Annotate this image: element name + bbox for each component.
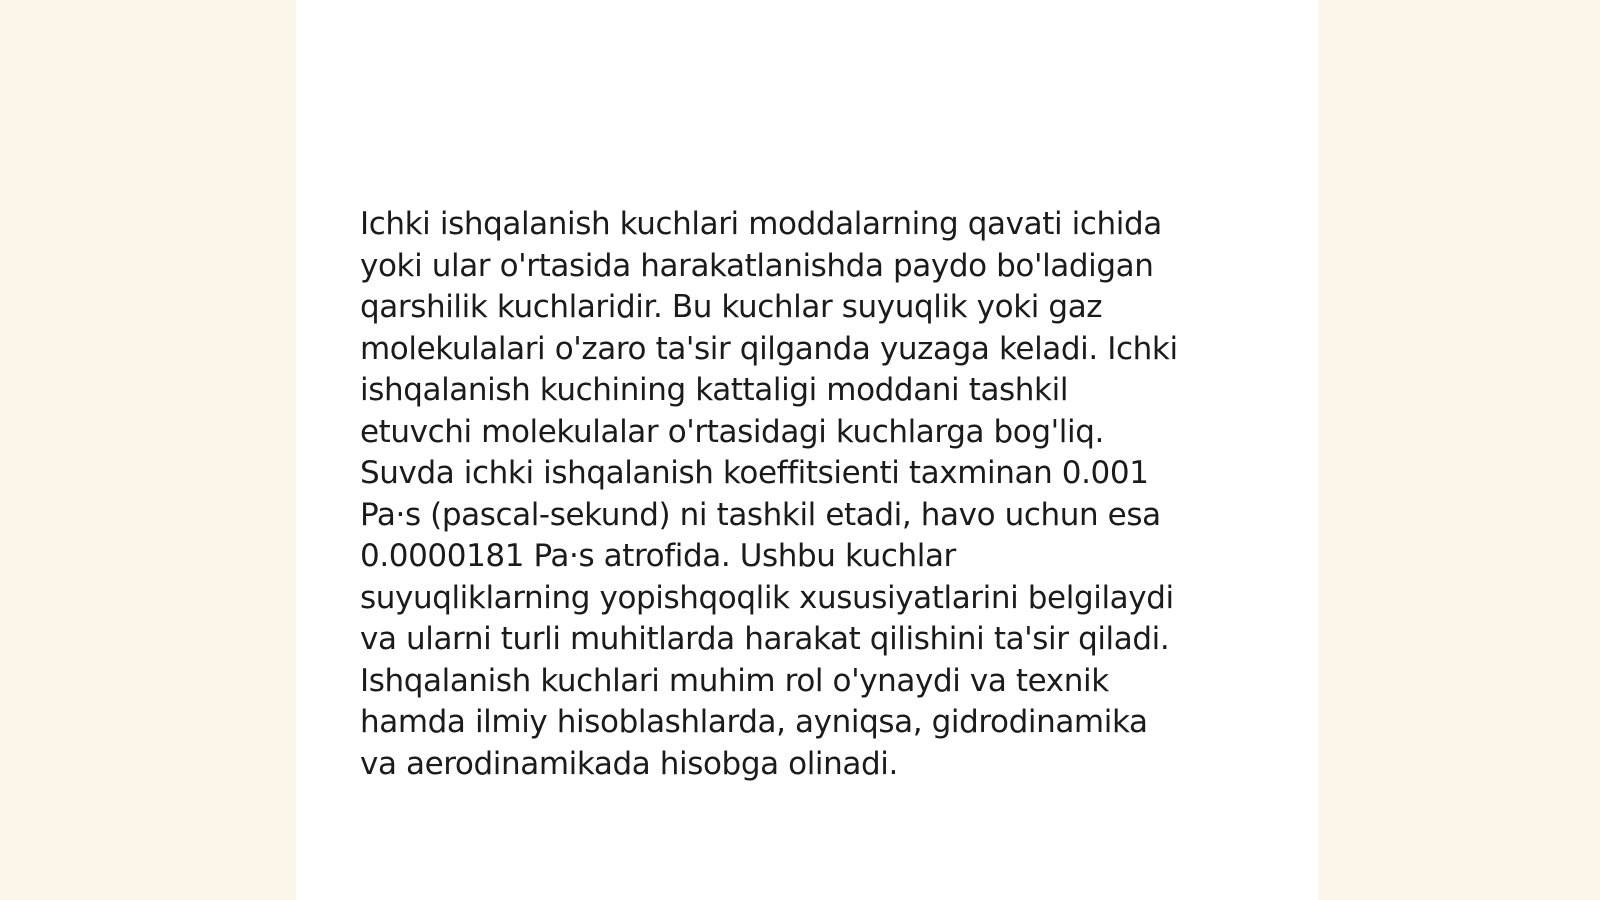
body-paragraph: Ichki ishqalanish kuchlari moddalarning qavati ichida yoki ular o'rtasida harakatlanishda paydo bo'ladigan qarshilik kuchlaridir. Bu kuchlar suyuqlik yoki gaz molekulalari o'zaro ta'sir qilganda yuzaga keladi. Ichki ishqalanish kuchining kattaligi moddani tashkil etuvchi molekulalar o'rtasidagi kuchlarga bog'liq. Suvda ichki ishqalanish koeffitsienti taxminan 0.001 Pa·s (pascal-sekund) ni tashkil etadi, havo uchun esa 0.0000181 Pa·s atrofida. Ushbu kuchlar suyuqliklarning yopishqoqlik xususiyatlarini belgilaydi va ularni turli muhitlarda harakat qilishini ta'sir qiladi. Ishqalanish kuchlari muhim rol o'ynaydi va texnik hamda ilmiy hisoblashlarda, ayniqsa, gidrodinamika va aerodinamikada hisobga olinadi. xyxy=(360,206,1178,782)
document-page xyxy=(296,0,1318,900)
